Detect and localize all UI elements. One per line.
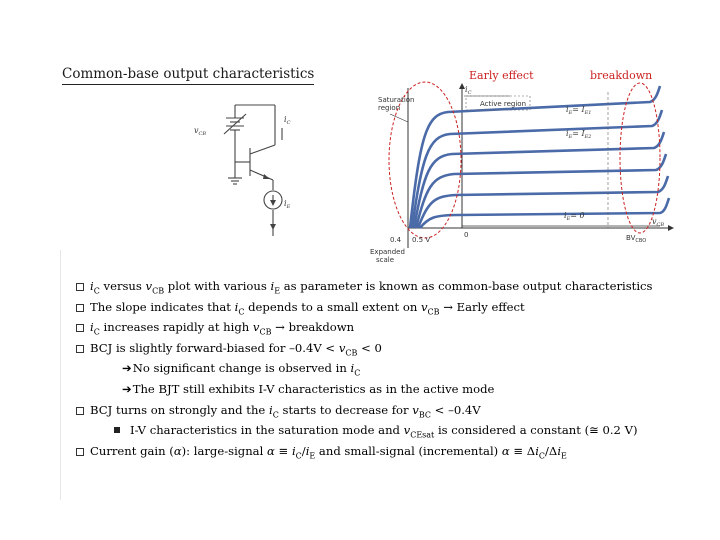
bullet-text: i	[90, 279, 94, 293]
arrow-bullet-icon: ➔	[122, 381, 132, 396]
ie-zero-label: $i_E= 0$	[564, 211, 585, 222]
bullet-text: ): large-signal	[181, 443, 267, 458]
bullet-text: → Early effect	[439, 299, 525, 314]
bullet-text: i	[350, 361, 355, 376]
vcb-axis-label: $v_{CB}$	[652, 217, 665, 228]
bullet-text: starts to decrease for	[278, 402, 413, 417]
bullet-item	[76, 338, 716, 359]
margin-rule	[60, 250, 61, 500]
bullet-text: < –0.4V	[430, 402, 481, 417]
bullet-text: i	[90, 320, 94, 335]
bullet-text: BC	[418, 409, 431, 419]
circuit-ic-label: $i_C$	[284, 115, 291, 126]
bullet-text: The BJT still exhibits I-V characteristics as in the active mode	[132, 381, 495, 396]
bullet-text: CB	[152, 286, 165, 296]
bullet-text: C	[538, 451, 546, 461]
bullet-text: CB	[427, 306, 440, 316]
bullet-text: α	[267, 443, 275, 458]
bullet-text: → breakdown	[271, 320, 355, 335]
bullet-text: α	[501, 443, 510, 458]
bullet-text: CB	[345, 348, 358, 358]
bullet-text: C	[272, 409, 279, 419]
common-base-circuit	[190, 100, 310, 240]
ie1-label: $i_E= I_{E1}$	[566, 105, 592, 116]
bullet-text: E	[309, 451, 316, 461]
bullet-item	[76, 317, 716, 338]
bullet-item	[76, 358, 716, 379]
bullet-item	[76, 441, 716, 462]
bullet-item	[76, 379, 716, 400]
bullet-text: The slope indicates that	[90, 299, 235, 314]
checkbox-bullet-icon	[76, 448, 84, 456]
bullet-text: C	[93, 327, 100, 337]
checkbox-bullet-icon	[76, 324, 84, 332]
origin-label: 0	[464, 231, 469, 239]
bullet-list	[76, 276, 716, 461]
bullet-text: i	[557, 443, 562, 458]
bullet-text: i	[234, 299, 239, 314]
bullet-text: v	[252, 320, 260, 335]
breakdown-label: breakdown	[590, 69, 653, 82]
bullet-item	[76, 420, 716, 441]
bullet-text: ≡	[274, 443, 292, 458]
active-region-label: Active region	[480, 100, 527, 108]
breakdown-region	[620, 83, 660, 233]
bullet-text: v	[145, 279, 153, 293]
bullet-text: CEsat	[410, 430, 435, 440]
arrow-bullet-icon: ➔	[122, 361, 132, 376]
bullet-text: i	[305, 443, 310, 458]
bullet-text: as parameter is known as common-base output characteristics	[280, 279, 653, 293]
ie2-label: $i_E= I_{E2}$	[566, 129, 592, 140]
bullet-text: /Δ	[545, 443, 558, 458]
tick-0.4: 0.4	[390, 236, 402, 244]
bullet-text: C	[354, 368, 361, 378]
tick-0.5v: 0.5 V	[412, 236, 431, 244]
bullet-text: and small-signal (incremental)	[315, 443, 502, 458]
bullet-text: i	[535, 443, 539, 458]
bullet-text: C	[295, 451, 302, 461]
checkbox-bullet-icon	[76, 345, 84, 353]
saturation-label-2: region	[378, 104, 401, 112]
bullet-text: v	[338, 340, 346, 355]
slide-title: Common-base output characteristics	[62, 66, 314, 85]
bullet-text: /	[301, 443, 306, 458]
bullet-text: i	[268, 402, 273, 417]
early-effect-label: Early effect	[469, 69, 534, 82]
bullet-text: v	[420, 299, 428, 314]
bullet-text: < 0	[357, 340, 382, 355]
checkbox-bullet-icon	[76, 407, 84, 415]
curve-ie-1	[410, 86, 660, 228]
saturation-label-1: Saturation	[378, 96, 415, 104]
bullet-text: increases rapidly at high	[99, 320, 253, 335]
checkbox-bullet-icon	[76, 283, 84, 291]
bullet-text: I-V characteristics in the saturation mode and	[130, 423, 404, 438]
checkbox-bullet-icon	[76, 304, 84, 312]
bullet-text: depends to a small extent on	[244, 299, 421, 314]
bullet-text: is considered a constant (≅ 0.2 V)	[434, 423, 638, 438]
bullet-text: E	[274, 286, 281, 296]
bullet-text: BCJ turns on strongly and the	[90, 402, 269, 417]
plot-axes	[408, 86, 670, 248]
circuit-vcb-label: $v_{CB}$	[194, 126, 207, 137]
curve-ie-4	[416, 154, 666, 228]
bullet-text: Current gain (	[90, 443, 174, 458]
circuit-ie-label: $i_E$	[284, 199, 291, 210]
bullet-text: ≡ Δ	[509, 443, 536, 458]
bvcbo-label: $BV_{CBO}$	[626, 234, 647, 244]
bullet-text: versus	[99, 279, 146, 293]
bullet-text: v	[412, 402, 419, 417]
bullet-text: i	[270, 279, 275, 293]
bullet-text: i	[291, 443, 296, 458]
expanded-scale-label-2: scale	[376, 256, 395, 264]
bullet-item	[76, 400, 716, 421]
bullet-text: plot with various	[164, 279, 271, 293]
bullet-text: CB	[259, 327, 272, 337]
bullet-text: α	[173, 443, 182, 458]
bullet-text: v	[403, 423, 411, 438]
characteristic-curves	[410, 86, 669, 228]
bullet-item	[76, 276, 716, 297]
bullet-text: C	[93, 286, 100, 296]
bullet-text: BCJ is slightly forward-biased for –0.4V <	[90, 340, 339, 355]
expanded-scale-label-1: Expanded	[370, 248, 405, 256]
curve-ie-6	[420, 198, 669, 228]
bullet-text: C	[238, 306, 245, 316]
curve-ie-2	[412, 110, 665, 228]
output-characteristics-plot	[370, 78, 680, 268]
square-bullet-icon	[114, 427, 120, 433]
ic-axis-label: $i_C$	[465, 85, 472, 96]
bullet-text: E	[561, 451, 567, 461]
bullet-item	[76, 297, 716, 318]
bullet-text: No significant change is observed in	[132, 361, 351, 376]
